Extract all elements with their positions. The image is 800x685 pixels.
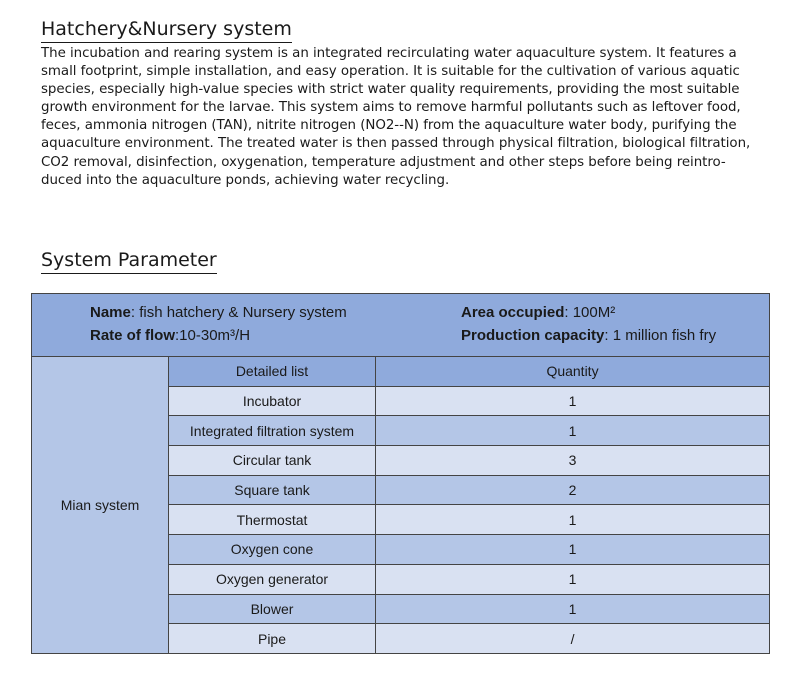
- name-line: [90, 304, 347, 321]
- area-line: [461, 304, 615, 321]
- intro-line: feces, ammonia nitrogen (TAN), nitrite nitrogen (NO2--N) from the aquaculture water body, purifying the: [41, 118, 737, 134]
- intro-line: species, especially high-value species with strict water quality requirements, providing the most suitable: [41, 82, 740, 98]
- quantity-cell: 3: [376, 446, 770, 476]
- capacity-line: [461, 327, 716, 344]
- intro-line: duced into the aquaculture ponds, achieving water recycling.: [41, 172, 450, 188]
- item-cell: Thermostat: [169, 505, 376, 535]
- item-cell: Oxygen generator: [169, 564, 376, 594]
- intro-line: small footprint, simple installation, and easy operation. It is suitable for the cultivation of various aquatic: [41, 64, 740, 80]
- table-column-header-row: [32, 357, 770, 387]
- quantity-cell: 1: [376, 535, 770, 565]
- flow-line: [90, 327, 250, 344]
- parameter-table: [31, 293, 770, 654]
- intro-line: CO2 removal, disinfection, oxygenation, temperature adjustment and other steps before being reintro-: [41, 154, 726, 170]
- name-value: : fish hatchery & Nursery system: [130, 304, 347, 321]
- item-cell: Blower: [169, 594, 376, 624]
- table-header-info-row: [32, 294, 770, 357]
- flow-label: Rate of flow: [90, 327, 175, 344]
- intro-paragraph: [41, 45, 763, 190]
- group-label-cell: Mian system: [32, 357, 169, 654]
- section-title-parameter: System Parameter: [41, 247, 217, 274]
- capacity-label: Production capacity: [461, 327, 605, 344]
- area-value: : 100M²: [564, 304, 616, 321]
- column-header-list: Detailed list: [169, 357, 376, 387]
- area-label: Area occupied: [461, 304, 565, 321]
- quantity-cell: 1: [376, 564, 770, 594]
- intro-line: aquaculture environment. The treated water is then passed through physical filtration, biological filtration,: [41, 136, 751, 152]
- flow-value: :10-30m³/H: [175, 327, 251, 344]
- quantity-cell: 1: [376, 505, 770, 535]
- quantity-cell: 1: [376, 416, 770, 446]
- item-cell: Square tank: [169, 475, 376, 505]
- item-cell: Oxygen cone: [169, 535, 376, 565]
- capacity-value: : 1 million fish fry: [604, 327, 717, 344]
- quantity-cell: 2: [376, 475, 770, 505]
- item-cell: Circular tank: [169, 446, 376, 476]
- section-title-hatchery: Hatchery&Nursery system: [41, 16, 292, 43]
- item-cell: Incubator: [169, 386, 376, 416]
- quantity-cell: /: [376, 624, 770, 654]
- intro-line: growth environment for the larvae. This system aims to remove harmful pollutants such as leftover food,: [41, 100, 741, 116]
- quantity-cell: 1: [376, 594, 770, 624]
- item-cell: Integrated filtration system: [169, 416, 376, 446]
- item-cell: Pipe: [169, 624, 376, 654]
- column-header-quantity: Quantity: [376, 357, 770, 387]
- system-info-cell: [32, 294, 770, 357]
- quantity-cell: 1: [376, 386, 770, 416]
- intro-line: The incubation and rearing system is an integrated recirculating water aquaculture system. It features a: [41, 46, 737, 61]
- name-label: Name: [90, 304, 131, 321]
